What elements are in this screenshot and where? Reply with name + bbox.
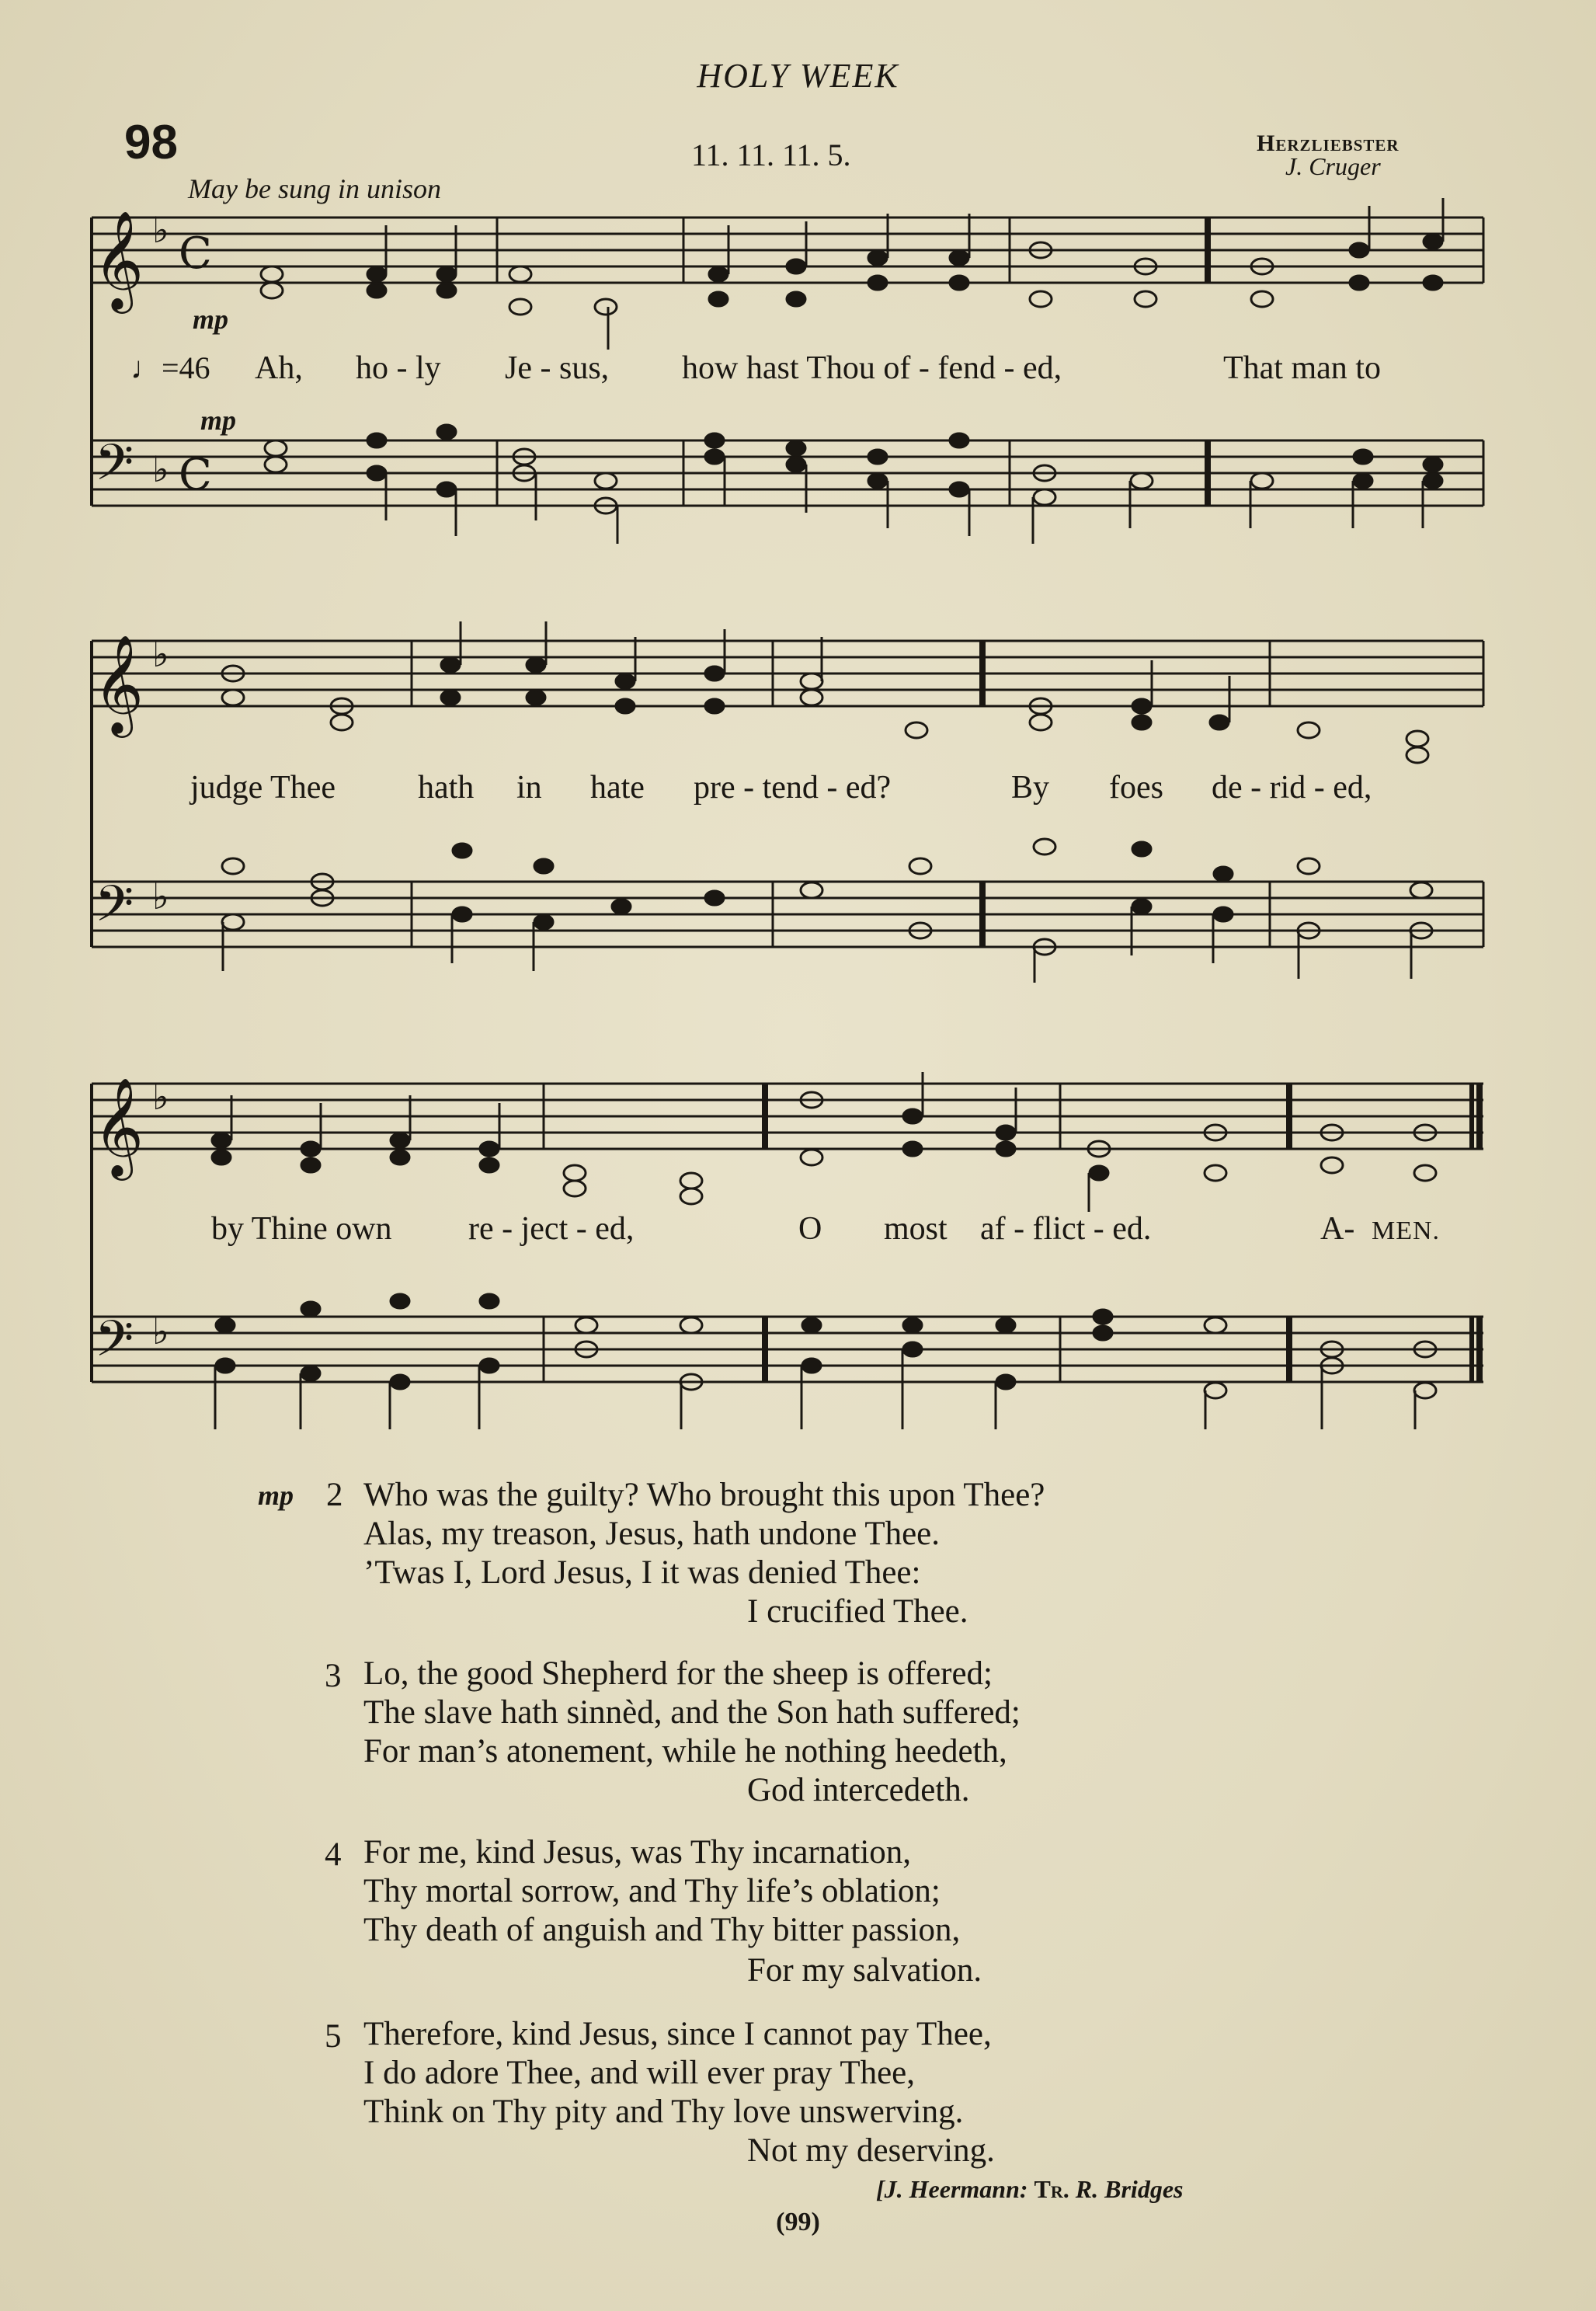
meter: 11. 11. 11. 5. — [691, 137, 851, 172]
verse-refrain: God intercedeth. — [747, 1772, 970, 1808]
verse-line: Think on Thy pity and Thy love unswerving. — [363, 2093, 964, 2130]
attribution-author: [J. Heermann: — [876, 2175, 1028, 2203]
tune-name: Herzliebster — [1257, 131, 1400, 156]
svg-text:𝄞: 𝄞 — [93, 1077, 144, 1176]
svg-text:𝄢: 𝄢 — [95, 875, 134, 945]
svg-text:♭: ♭ — [152, 633, 169, 675]
verse-line: Who was the guilty? Who brought this upon Thee? — [363, 1477, 1045, 1513]
lyric-syllable: Ah, — [255, 350, 303, 386]
verse-line: Thy mortal sorrow, and Thy life’s oblation; — [363, 1873, 941, 1909]
lyric-syllable: ho - ly — [356, 350, 441, 386]
performance-note: May be sung in unison — [188, 173, 441, 204]
attribution — [876, 2175, 1183, 2204]
hymn-number: 98 — [124, 116, 178, 169]
verse-number: 5 — [325, 2018, 342, 2055]
lyric-syllable: most — [884, 1211, 948, 1247]
lyric-syllable: re - ject - ed, — [468, 1211, 635, 1247]
dynamic-treble: mp — [193, 304, 229, 335]
verse-line: For man’s atonement, while he nothing heedeth, — [363, 1733, 1007, 1770]
attribution-translator: R. Bridges — [1075, 2175, 1184, 2203]
lyric-syllable: O — [798, 1211, 822, 1247]
lyric-syllable: hath — [418, 770, 475, 806]
svg-text:♭: ♭ — [152, 1076, 169, 1118]
verse-number: 2 — [326, 1477, 343, 1513]
svg-text:♭: ♭ — [152, 875, 169, 917]
lyric-syllable: MEN. — [1372, 1216, 1441, 1245]
lyric-syllable: in — [516, 770, 542, 806]
verse-line: For me, kind Jesus, was Thy incarnation, — [363, 1834, 912, 1871]
verse-line: Alas, my treason, Jesus, hath undone Thee. — [363, 1516, 941, 1552]
svg-text:C: C — [179, 228, 212, 279]
lyric-syllable: how hast Thou of - fend - ed, — [682, 350, 1062, 386]
lyric-syllable: af - flict - ed. — [980, 1211, 1152, 1247]
composer: J. Cruger — [1285, 152, 1381, 180]
tempo-value: =46 — [162, 350, 210, 385]
staff-lines — [92, 218, 1483, 283]
svg-text:♭: ♭ — [152, 1310, 169, 1352]
lyric-syllable: de - rid - ed, — [1212, 770, 1372, 806]
dynamic-bass: mp — [200, 405, 237, 436]
svg-text:♭: ♭ — [152, 448, 169, 490]
verse-line: ’Twas I, Lord Jesus, I it was denied Thee: — [363, 1554, 921, 1591]
verse-number: 4 — [325, 1836, 342, 1873]
verse-refrain: Not my deserving. — [747, 2132, 995, 2169]
verse-line: Thy death of anguish and Thy bitter passion, — [363, 1912, 961, 1948]
lyric-syllable: judge Thee — [190, 770, 336, 806]
verse-line: The slave hath sinnèd, and the Son hath suffered; — [363, 1694, 1021, 1731]
lyric-syllable: foes — [1109, 770, 1163, 806]
lyric-syllable: A- — [1320, 1211, 1355, 1247]
attribution-translator-prefix: Tr. — [1034, 2175, 1069, 2203]
svg-text:𝄞: 𝄞 — [93, 634, 144, 733]
svg-text:C: C — [179, 450, 212, 500]
lyric-syllable: hate — [590, 770, 645, 806]
treble-clef-icon: 𝄞 — [93, 210, 144, 309]
page-number: (99) — [776, 2208, 820, 2236]
lyric-syllable: by Thine own — [211, 1211, 392, 1247]
tempo-marking — [130, 350, 210, 386]
running-head: HOLY WEEK — [697, 57, 899, 95]
verse-line: Therefore, kind Jesus, since I cannot pay Thee, — [363, 2016, 992, 2052]
verse-number: 3 — [325, 1658, 342, 1694]
lyric-syllable: pre - tend - ed? — [694, 770, 892, 806]
verse-refrain: For my salvation. — [747, 1952, 982, 1989]
verse-refrain: I crucified Thee. — [747, 1593, 968, 1630]
quarter-note-icon: ♩ — [130, 350, 162, 385]
svg-text:♭: ♭ — [152, 209, 169, 251]
lyric-syllable: That man to — [1223, 350, 1381, 386]
bass-clef-icon: 𝄢 — [95, 434, 134, 504]
verse-line: I do adore Thee, and will ever pray Thee, — [363, 2055, 916, 2091]
verse-line: Lo, the good Shepherd for the sheep is offered; — [363, 1655, 993, 1692]
lyric-syllable: By — [1011, 770, 1050, 806]
svg-text:𝄢: 𝄢 — [95, 1310, 134, 1380]
lyric-syllable: Je - sus, — [505, 350, 610, 386]
verse-dynamic: mp — [258, 1480, 294, 1511]
